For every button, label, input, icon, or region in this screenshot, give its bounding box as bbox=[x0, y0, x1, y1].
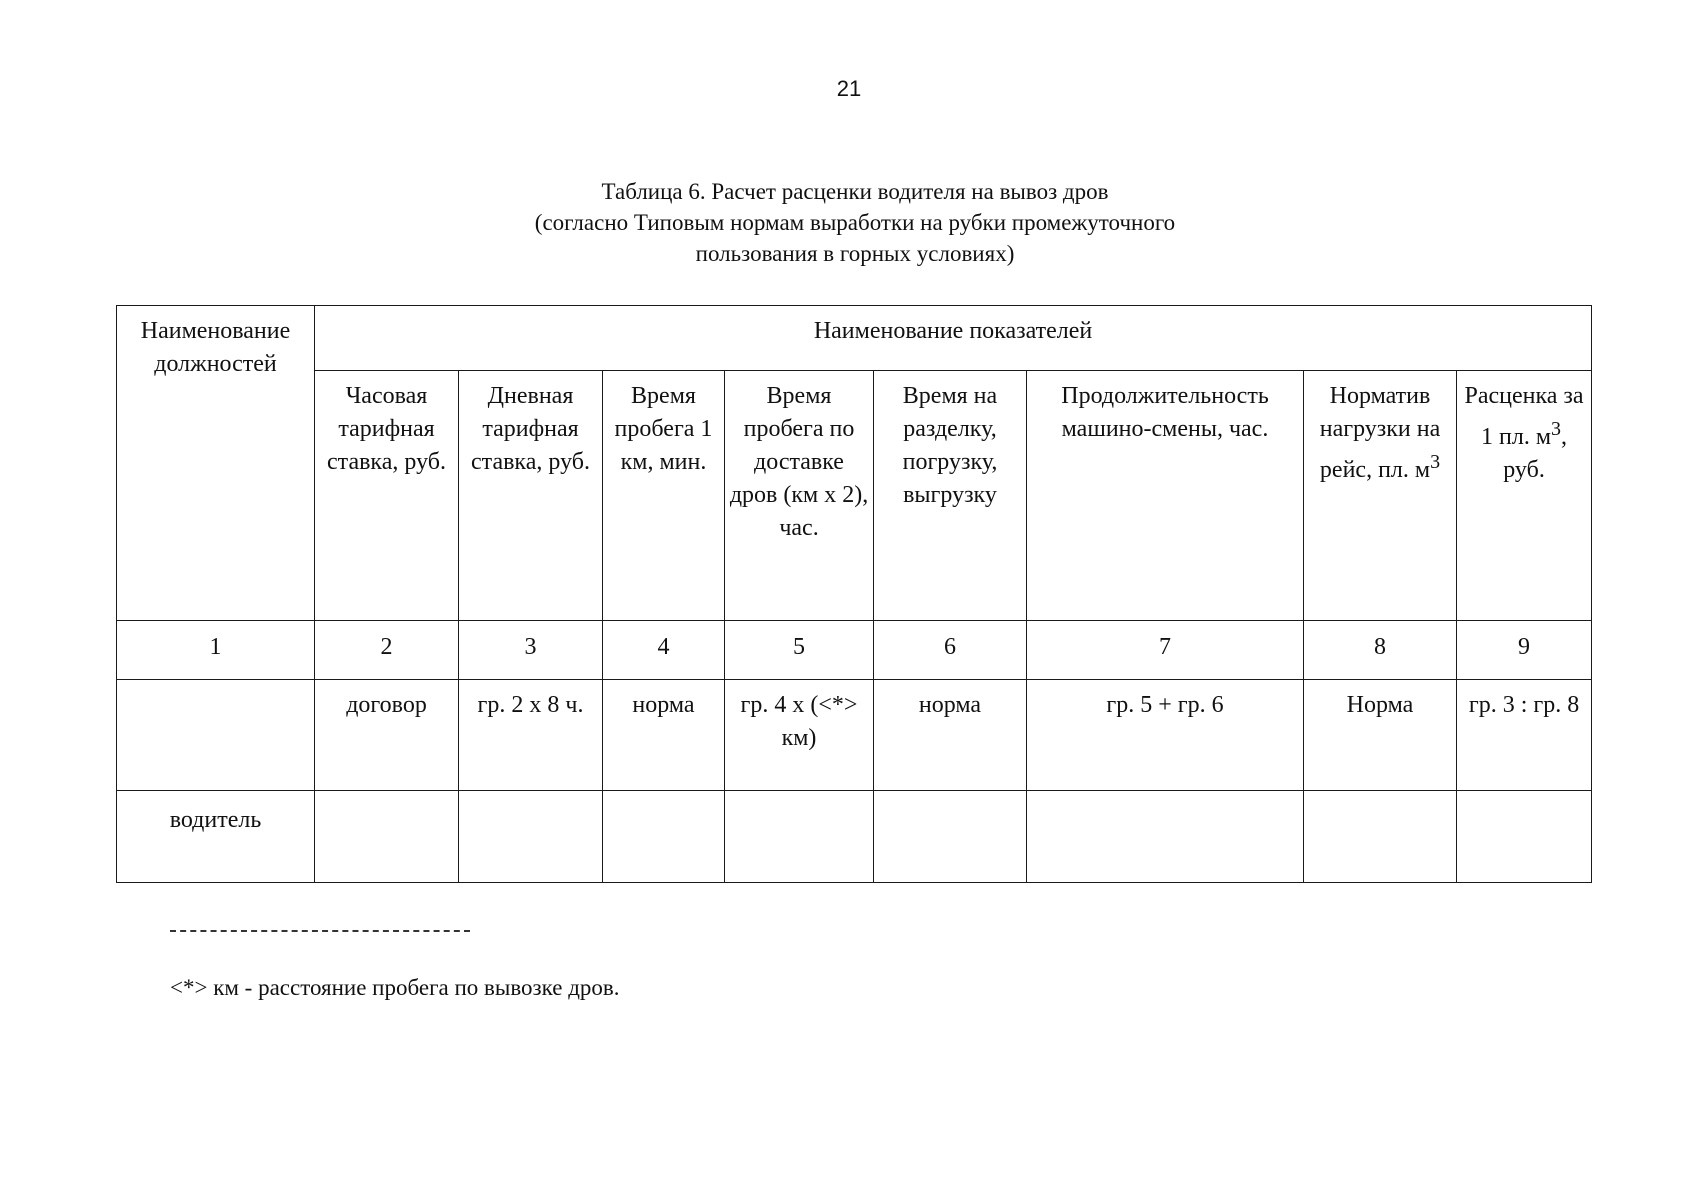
empty-cell bbox=[874, 791, 1027, 883]
empty-cell bbox=[315, 791, 459, 883]
header-row bbox=[117, 306, 1592, 371]
column-number: 7 bbox=[1027, 621, 1304, 680]
indicators-header-cell: Наименование показателей bbox=[315, 306, 1592, 371]
column-header: Дневная тарифная ставка, руб. bbox=[459, 371, 603, 621]
position-header-cell: Наименование должностей bbox=[117, 306, 315, 621]
column-header bbox=[1304, 371, 1457, 621]
table-caption bbox=[330, 176, 1380, 269]
position-name-cell: водитель bbox=[117, 791, 315, 883]
formula-row bbox=[117, 680, 1592, 791]
formula-cell: гр. 4 х (<*> км) bbox=[725, 680, 874, 791]
column-number: 4 bbox=[603, 621, 725, 680]
caption-line-3: пользования в горных условиях) bbox=[695, 241, 1015, 266]
superscript: 3 bbox=[1551, 418, 1562, 440]
column-header: Продолжительность машино-смены, час. bbox=[1027, 371, 1304, 621]
column-numbers-row bbox=[117, 621, 1592, 680]
column-number: 8 bbox=[1304, 621, 1457, 680]
formula-cell bbox=[117, 680, 315, 791]
formula-cell: договор bbox=[315, 680, 459, 791]
formula-cell: гр. 3 : гр. 8 bbox=[1457, 680, 1592, 791]
column-header-text: Норматив нагрузки на рейс, пл. bbox=[1319, 383, 1441, 483]
column-headers-row bbox=[117, 371, 1592, 621]
rate-calculation-table bbox=[116, 305, 1592, 883]
formula-cell: гр. 2 х 8 ч. bbox=[459, 680, 603, 791]
caption-line-2: (согласно Типовым нормам выработки на рубки промежуточного bbox=[534, 210, 1176, 235]
empty-cell bbox=[1027, 791, 1304, 883]
unit-suffix: , руб. bbox=[1503, 424, 1568, 483]
caption-line-1: Таблица 6. Расчет расценки водителя на вывоз дров bbox=[601, 179, 1109, 204]
column-header-text: Расценка за 1 пл. bbox=[1464, 383, 1584, 450]
formula-cell: норма bbox=[874, 680, 1027, 791]
formula-cell: норма bbox=[603, 680, 725, 791]
column-header: Часовая тарифная ставка, руб. bbox=[315, 371, 459, 621]
unit-text: м bbox=[1414, 457, 1431, 483]
column-number: 5 bbox=[725, 621, 874, 680]
column-header: Время пробега 1 км, мин. bbox=[603, 371, 725, 621]
formula-cell: Норма bbox=[1304, 680, 1457, 791]
column-number: 3 bbox=[459, 621, 603, 680]
footnote-rule bbox=[170, 930, 470, 932]
footnote-text: <*> км - расстояние пробега по вывозке дров. bbox=[170, 975, 620, 1000]
empty-cell bbox=[459, 791, 603, 883]
empty-cell bbox=[725, 791, 874, 883]
driver-row bbox=[117, 791, 1592, 883]
unit-text: м bbox=[1535, 424, 1552, 450]
empty-cell bbox=[1304, 791, 1457, 883]
column-header: Время на разделку, погрузку, выгрузку bbox=[874, 371, 1027, 621]
column-header: Время пробега по доставке дров (км х 2), час. bbox=[725, 371, 874, 621]
column-header bbox=[1457, 371, 1592, 621]
page-number: 21 bbox=[836, 76, 862, 101]
column-number: 1 bbox=[117, 621, 315, 680]
empty-cell bbox=[603, 791, 725, 883]
column-number: 9 bbox=[1457, 621, 1592, 680]
superscript: 3 bbox=[1430, 451, 1441, 473]
column-number: 2 bbox=[315, 621, 459, 680]
empty-cell bbox=[1457, 791, 1592, 883]
formula-cell: гр. 5 + гр. 6 bbox=[1027, 680, 1304, 791]
column-number: 6 bbox=[874, 621, 1027, 680]
